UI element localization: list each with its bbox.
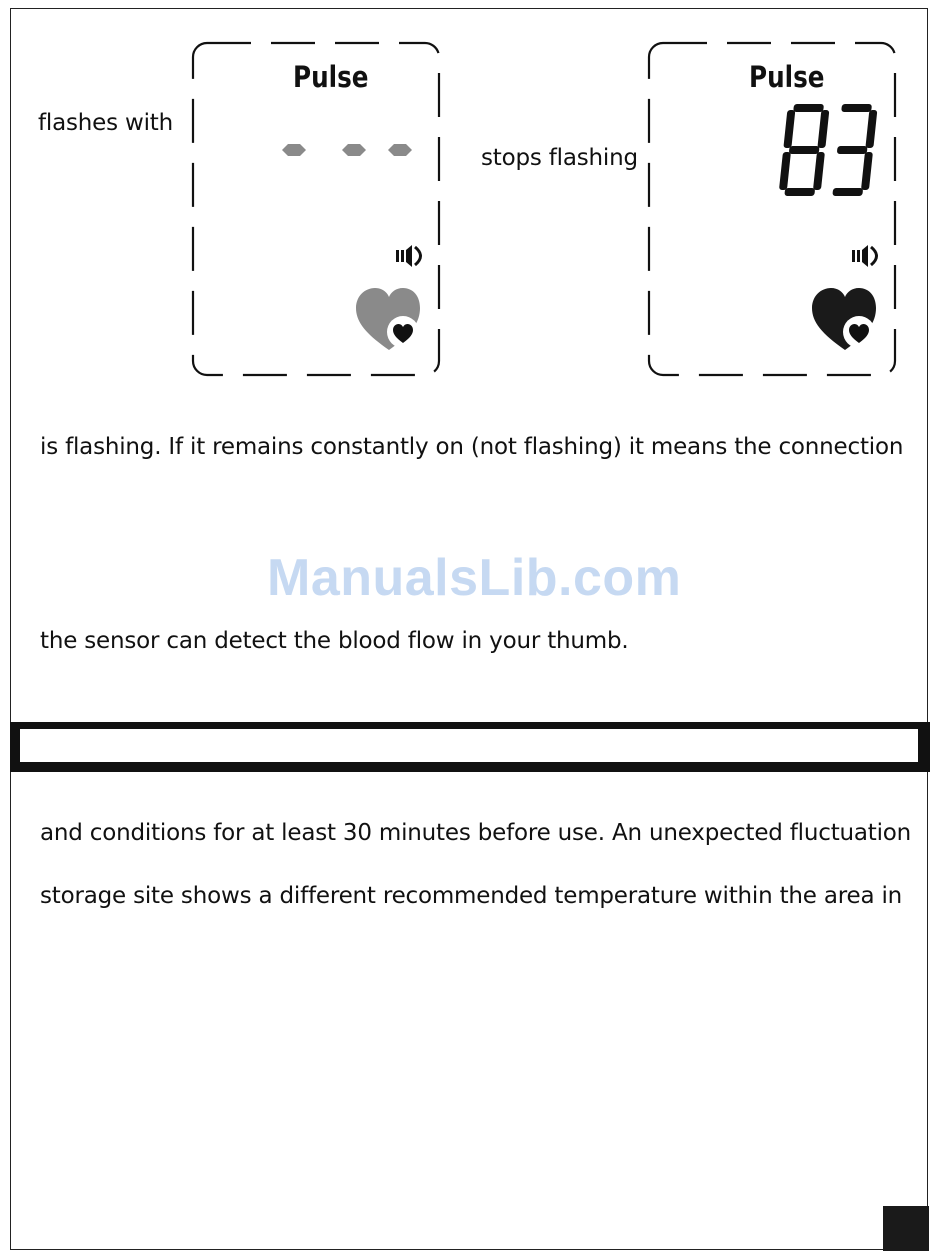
left-display-caption: flashes with xyxy=(38,110,173,136)
left-display-label: Pulse xyxy=(293,60,369,94)
heart-icon xyxy=(356,288,420,350)
dash-segment xyxy=(282,144,306,156)
paragraph-line-1: is flashing. If it remains constantly on (not flashing) it means the connection xyxy=(40,434,904,460)
right-display-caption: stops flashing xyxy=(481,145,638,171)
digit-eight xyxy=(778,104,830,196)
watermark: ManualsLib.com xyxy=(267,549,682,607)
dash-segment xyxy=(388,144,412,156)
speaker-icon xyxy=(396,245,421,267)
digit-three xyxy=(832,104,878,196)
left-lcd-display xyxy=(190,40,442,378)
right-display-label: Pulse xyxy=(749,60,825,94)
heart-icon xyxy=(812,288,876,350)
page-corner-tab xyxy=(883,1206,929,1251)
section-header-inner xyxy=(20,729,918,762)
section-header-bar xyxy=(10,722,930,772)
paragraph-line-4: storage site shows a different recommended temperature within the area in xyxy=(40,883,903,909)
speaker-icon xyxy=(852,245,877,267)
right-lcd-display xyxy=(646,40,898,378)
paragraph-line-3: and conditions for at least 30 minutes before use. An unexpected fluctuation xyxy=(40,820,912,846)
dash-segment xyxy=(342,144,366,156)
paragraph-line-2: the sensor can detect the blood flow in your thumb. xyxy=(40,628,629,654)
